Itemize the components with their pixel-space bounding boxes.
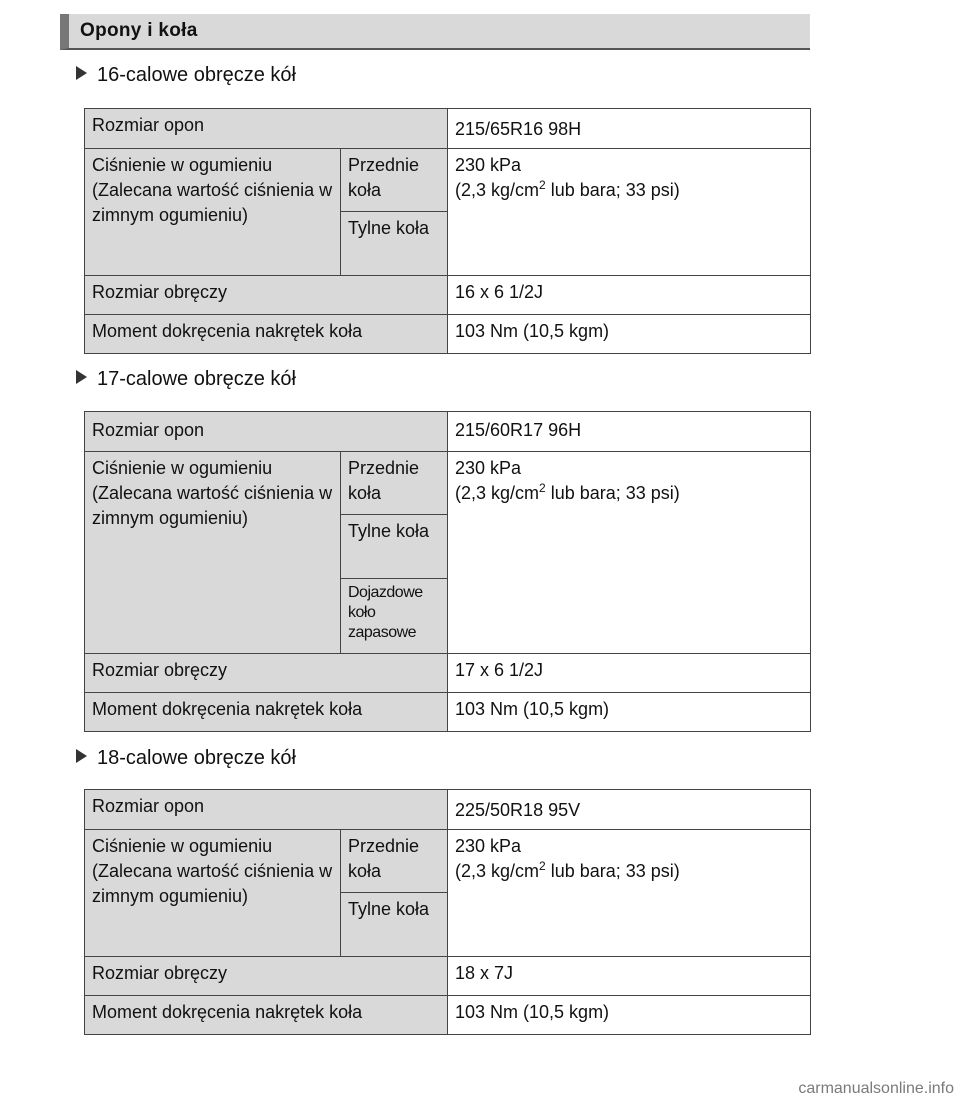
pressure-label: Ciśnienie w ogumieniu (Zalecana wartość ciśnienia w zimnym ogumieniu) [85, 830, 341, 957]
rim-size-label: Rozmiar obręczy [85, 276, 448, 315]
rim-size-label: Rozmiar obręczy [85, 957, 448, 996]
pressure-post: lub bara; 33 psi) [545, 861, 680, 881]
front-wheels-label: Przednie koła [341, 149, 448, 212]
torque-value: 103 Nm (10,5 kgm) [448, 693, 811, 732]
pressure-value [448, 149, 811, 276]
triangle-bullet-icon [76, 66, 87, 80]
pressure-pre: (2,3 kg/cm [455, 180, 540, 200]
triangle-bullet-icon [76, 749, 87, 763]
spec-table-18 [84, 789, 811, 1035]
pressure-pre: (2,3 kg/cm [455, 861, 540, 881]
rear-wheels-label: Tylne koła [341, 515, 448, 579]
table-row [85, 276, 811, 315]
triangle-bullet-icon [76, 370, 87, 384]
tire-size-value: 225/50R18 95V [448, 790, 811, 830]
rim-size-label: Rozmiar obręczy [85, 654, 448, 693]
table-row [85, 693, 811, 732]
section-title-bar [60, 14, 810, 50]
table-row [85, 412, 811, 452]
torque-value: 103 Nm (10,5 kgm) [448, 996, 811, 1035]
pressure-label: Ciśnienie w ogumieniu (Zalecana wartość ciśnienia w zimnym ogumieniu) [85, 149, 341, 276]
table-row [85, 957, 811, 996]
torque-label: Moment dokręcenia nakrętek koła [85, 693, 448, 732]
table-row [85, 452, 811, 515]
section-heading-text: 18-calowe obręcze kół [97, 747, 296, 769]
front-wheels-label: Przednie koła [341, 830, 448, 893]
torque-value: 103 Nm (10,5 kgm) [448, 315, 811, 354]
table-row [85, 830, 811, 893]
spare-wheel-label: Dojazdowe koło zapasowe [341, 579, 448, 654]
pressure-value [448, 830, 811, 957]
pressure-main: 230 kPa [455, 155, 522, 175]
tire-size-label: Rozmiar opon [85, 790, 448, 830]
watermark: carmanualsonline.info [798, 1080, 954, 1097]
section-heading-17 [76, 368, 296, 390]
section-heading-16 [76, 64, 296, 86]
table-row [85, 996, 811, 1035]
table-row [85, 149, 811, 212]
rim-size-value: 17 x 6 1/2J [448, 654, 811, 693]
pressure-value [448, 452, 811, 654]
table-row [85, 109, 811, 149]
tire-size-value: 215/60R17 96H [448, 412, 811, 452]
rim-size-value: 16 x 6 1/2J [448, 276, 811, 315]
spec-table-17 [84, 411, 811, 732]
section-heading-text: 16-calowe obręcze kół [97, 64, 296, 86]
pressure-pre: (2,3 kg/cm [455, 483, 540, 503]
tire-size-label: Rozmiar opon [85, 109, 448, 149]
table-row [85, 654, 811, 693]
tire-size-value: 215/65R16 98H [448, 109, 811, 149]
page-title: Opony i koła [80, 20, 198, 41]
pressure-main: 230 kPa [455, 836, 522, 856]
tire-size-label: Rozmiar opon [85, 412, 448, 452]
table-row [85, 315, 811, 354]
rim-size-value: 18 x 7J [448, 957, 811, 996]
pressure-sup: 2 [539, 481, 546, 495]
section-heading-text: 17-calowe obręcze kół [97, 368, 296, 390]
torque-label: Moment dokręcenia nakrętek koła [85, 315, 448, 354]
pressure-post: lub bara; 33 psi) [545, 180, 680, 200]
pressure-post: lub bara; 33 psi) [545, 483, 680, 503]
section-heading-18 [76, 747, 296, 769]
pressure-sup: 2 [539, 178, 546, 192]
rear-wheels-label: Tylne koła [341, 893, 448, 957]
table-row [85, 790, 811, 830]
pressure-sup: 2 [539, 859, 546, 873]
pressure-label: Ciśnienie w ogumieniu (Zalecana wartość ciśnienia w zimnym ogumieniu) [85, 452, 341, 654]
front-wheels-label: Przednie koła [341, 452, 448, 515]
spec-table-16 [84, 108, 811, 354]
torque-label: Moment dokręcenia nakrętek koła [85, 996, 448, 1035]
rear-wheels-label: Tylne koła [341, 212, 448, 276]
pressure-main: 230 kPa [455, 458, 522, 478]
